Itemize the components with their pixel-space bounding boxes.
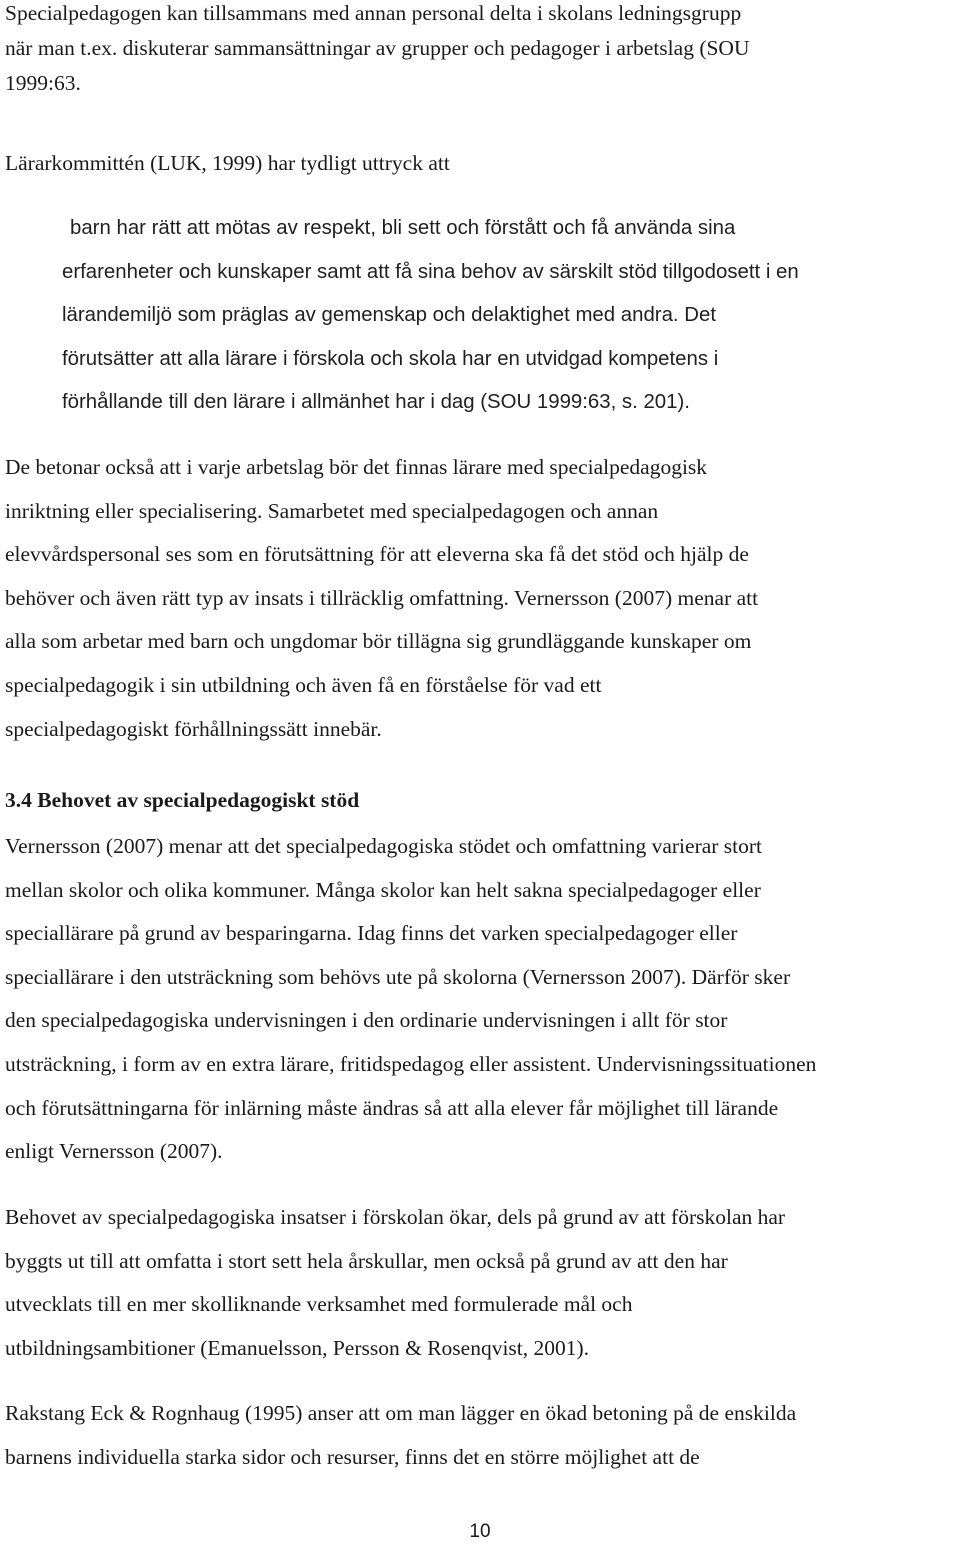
paragraph-line: utbildningsambitioner (Emanuelsson, Persson & Rosenqvist, 2001). <box>5 1335 590 1360</box>
paragraph-line: alla som arbetar med barn och ungdomar bör tillägna sig grundläggande kunskaper om <box>5 629 752 654</box>
paragraph-line: när man t.ex. diskuterar sammansättningar av grupper och pedagoger i arbetslag (SOU <box>5 36 750 61</box>
paragraph-line: Behovet av specialpedagogiska insatser i förskolan ökar, dels på grund av att förskolan har <box>5 1205 786 1229</box>
paragraph-line: mellan skolor och olika kommuner. Många skolor kan helt sakna specialpedagoger eller <box>5 877 761 902</box>
quote-line: lärandemiljö som präglas av gemenskap och delaktighet med andra. Det <box>62 304 716 327</box>
block-quote <box>62 207 922 425</box>
paragraph-line: behöver och även rätt typ av insats i tillräcklig omfattning. Vernersson (2007) menar att <box>5 585 759 610</box>
page-number: 10 <box>469 1521 491 1542</box>
paragraph-behovet <box>5 1196 957 1370</box>
paragraph-line: elevvårdspersonal ses som en förutsättning för att eleverna ska få det stöd och hjälp de <box>5 542 749 567</box>
paragraph-intro <box>5 0 957 102</box>
paragraph-line: inriktning eller specialisering. Samarbetet med specialpedagogen och annan <box>5 498 659 523</box>
paragraph-line: Lärarkommittén (LUK, 1999) har tydligt uttryck att <box>5 151 450 175</box>
paragraph-line: Rakstang Eck & Rognhaug (1995) anser att om man lägger en ökad betoning på de enskilda <box>5 1401 797 1425</box>
quote-line: förutsätter att alla lärare i förskola och skola har en utvidgad kompetens i <box>62 347 719 370</box>
paragraph-rakstang <box>5 1392 957 1479</box>
paragraph-line: Specialpedagogen kan tillsammans med annan personal delta i skolans ledningsgrupp <box>5 1 742 25</box>
quote-line: barn har rätt att mötas av respekt, bli sett och förstått och få använda sina <box>70 217 736 239</box>
paragraph-line: utsträckning, i form av en extra lärare, fritidspedagog eller assistent. Undervisningssituationen <box>5 1051 817 1076</box>
paragraph-line: utvecklats till en mer skolliknande verksamhet med formulerade mål och <box>5 1292 633 1317</box>
paragraph-line: 1999:63. <box>5 71 81 96</box>
quote-line: förhållande till den lärare i allmänhet har i dag (SOU 1999:63, s. 201). <box>62 391 690 414</box>
paragraph-vernersson <box>5 825 957 1174</box>
paragraph-line: barnens individuella starka sidor och resurser, finns det en större möjlighet att de <box>5 1444 700 1469</box>
paragraph-line: specialpedagogiskt förhållningssätt innebär. <box>5 716 382 741</box>
paragraph-line: Vernersson (2007) menar att det specialpedagogiska stödet och omfattning varierar stort <box>5 834 763 858</box>
paragraph-line: enligt Vernersson (2007). <box>5 1139 223 1164</box>
paragraph-line: De betonar också att i varje arbetslag bör det finnas lärare med specialpedagogisk <box>5 455 708 479</box>
paragraph-line: speciallärare på grund av besparingarna. Idag finns det varken specialpedagoger eller <box>5 921 738 946</box>
paragraph-line: den specialpedagogiska undervisningen i den ordinarie undervisningen i allt för stor <box>5 1008 728 1033</box>
section-heading: 3.4 Behovet av specialpedagogiskt stöd <box>5 788 360 812</box>
paragraph-line: speciallärare i den utsträckning som behövs ute på skolorna (Vernersson 2007). Därför sker <box>5 964 791 989</box>
paragraph-lararkommitten <box>5 142 957 186</box>
paragraph-line: och förutsättningarna för inlärning måste ändras så att alla elever får möjlighet till lärande <box>5 1095 779 1120</box>
quote-line: erfarenheter och kunskaper samt att få sina behov av särskilt stöd tillgodosett i en <box>62 260 799 283</box>
paragraph-betonar <box>5 446 957 751</box>
paragraph-line: byggts ut till att omfatta i stort sett hela årskullar, men också på grund av att den har <box>5 1248 728 1273</box>
paragraph-line: specialpedagogik i sin utbildning och även få en förståelse för vad ett <box>5 672 602 697</box>
